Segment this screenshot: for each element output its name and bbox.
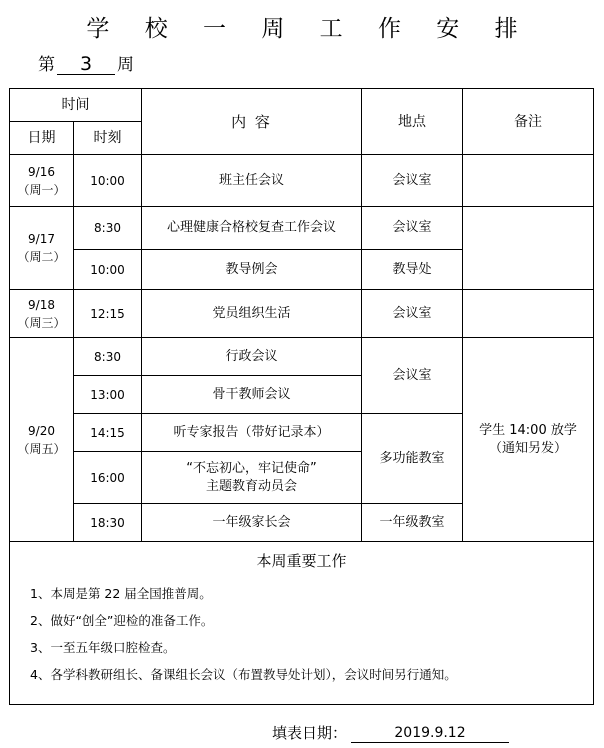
place-cell: 会议室 — [362, 155, 463, 207]
table-row — [10, 338, 594, 376]
important-section — [10, 542, 594, 705]
date-text: 9/16 — [28, 164, 55, 179]
time-cell: 8:30 — [74, 338, 142, 376]
time-cell: 13:00 — [74, 376, 142, 414]
header-content: 内 容 — [142, 89, 362, 155]
date-cell-tue — [10, 207, 74, 290]
place-cell: 会议室 — [362, 338, 463, 414]
weekday-text: （周五） — [17, 441, 66, 456]
date-text: 9/18 — [28, 297, 55, 312]
header-row — [10, 89, 594, 122]
content-cell: 行政会议 — [142, 338, 362, 376]
place-cell: 一年级教室 — [362, 504, 463, 542]
important-item: 3、一至五年级口腔检查。 — [30, 640, 176, 655]
content-cell: 党员组织生活 — [142, 290, 362, 338]
time-cell: 8:30 — [74, 207, 142, 250]
time-cell: 18:30 — [74, 504, 142, 542]
date-text: 9/17 — [28, 232, 55, 246]
time-cell: 14:15 — [74, 414, 142, 452]
important-item: 1、本周是第 22 届全国推普周。 — [30, 586, 212, 601]
fill-date-line — [272, 722, 509, 743]
week-prefix: 第 — [38, 55, 55, 75]
fill-date-value: 2019.9.12 — [351, 724, 509, 743]
note-cell — [463, 338, 594, 542]
header-place: 地点 — [362, 89, 463, 155]
date-cell-mon — [10, 155, 74, 207]
header-time: 时间 — [10, 89, 142, 122]
note-line: 学生 14:00 放学 — [479, 422, 577, 438]
content-cell: 听专家报告（带好记录本） — [142, 414, 362, 452]
time-cell: 16:00 — [74, 452, 142, 504]
date-text: 9/20 — [28, 423, 55, 438]
content-cell: 班主任会议 — [142, 155, 362, 207]
schedule-table — [9, 88, 594, 705]
note-cell-empty — [463, 207, 594, 290]
place-cell: 会议室 — [362, 290, 463, 338]
date-cell-wed — [10, 290, 74, 338]
fill-date-label: 填表日期： — [272, 724, 348, 742]
important-item: 4、各学科教研组长、备课组长会议（布置教导处计划），会议时间另行通知。 — [30, 667, 457, 682]
content-line: “不忘初心，牢记使命” — [186, 460, 317, 476]
time-cell: 10:00 — [74, 250, 142, 290]
header-date: 日期 — [10, 122, 74, 155]
content-cell: 骨干教师会议 — [142, 376, 362, 414]
place-cell: 教导处 — [362, 250, 463, 290]
note-line: （通知另发） — [488, 440, 567, 456]
week-number: 3 — [57, 54, 115, 75]
place-cell: 会议室 — [362, 207, 463, 250]
important-title: 本周重要工作 — [256, 552, 347, 570]
header-moment: 时刻 — [74, 122, 142, 155]
table-row — [10, 290, 594, 338]
content-line: 主题教育动员会 — [205, 478, 297, 494]
table-row — [10, 155, 594, 207]
weekday-text: （周三） — [17, 315, 66, 330]
time-cell: 10:00 — [74, 155, 142, 207]
week-suffix: 周 — [117, 55, 134, 75]
note-cell-empty — [463, 290, 594, 338]
page-title: 学 校 一 周 工 作 安 排 — [86, 16, 532, 42]
weekday-text: （周一） — [17, 182, 66, 197]
content-cell: 教导例会 — [142, 250, 362, 290]
week-line — [38, 50, 134, 75]
time-cell: 12:15 — [74, 290, 142, 338]
important-item: 2、做好“创全”迎检的准备工作。 — [30, 613, 214, 628]
table-row — [10, 207, 594, 250]
content-cell: 一年级家长会 — [142, 504, 362, 542]
content-cell: 心理健康合格校复查工作会议 — [142, 207, 362, 250]
content-cell — [142, 452, 362, 504]
note-cell-empty — [463, 155, 594, 207]
important-row — [10, 542, 594, 705]
weekday-text: （周二） — [17, 250, 66, 264]
header-notes: 备注 — [463, 89, 594, 155]
place-cell: 多功能教室 — [362, 414, 463, 504]
date-cell-fri — [10, 338, 74, 542]
